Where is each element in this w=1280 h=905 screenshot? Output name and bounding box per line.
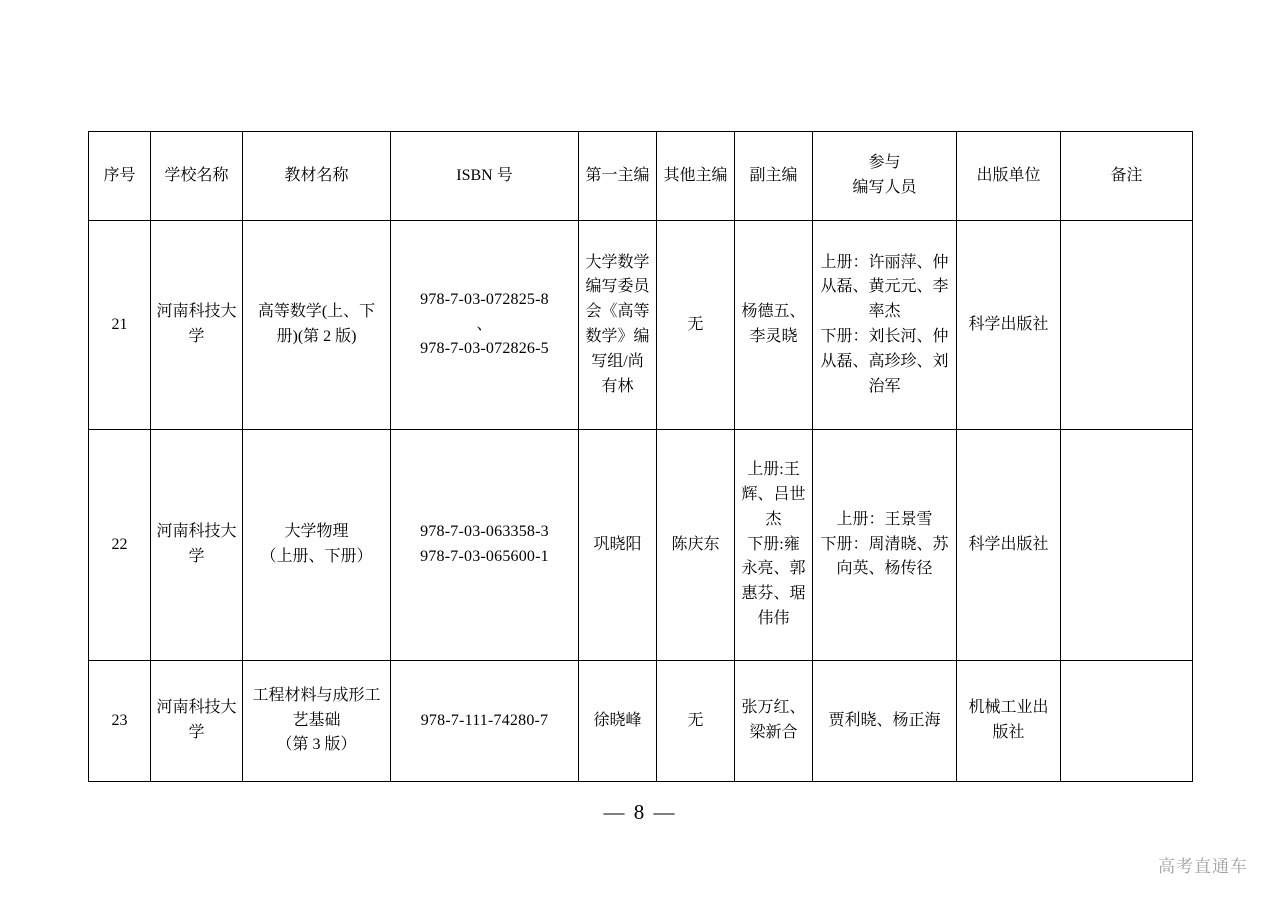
cell-other-editor: 无 (657, 661, 735, 782)
table-row (89, 221, 1193, 430)
cell-first-editor: 大学数学编写委员会《高等数学》编写组/尚有林 (579, 221, 657, 430)
cell-note (1061, 430, 1193, 661)
cell-vice-editor: 杨德五、李灵晓 (735, 221, 813, 430)
header-isbn: ISBN 号 (391, 132, 579, 221)
table-header (89, 132, 1193, 221)
header-participants (813, 132, 957, 221)
textbook-table (88, 131, 1193, 782)
header-press: 出版单位 (957, 132, 1061, 221)
participants-line-1: 上册：许丽萍、仲从磊、黄元元、李率杰 (820, 253, 949, 321)
cell-book: 高等数学(上、下册)(第 2 版) (243, 221, 391, 430)
cell-book (243, 661, 391, 782)
cell-school: 河南科技大学 (151, 221, 243, 430)
header-first-editor: 第一主编 (579, 132, 657, 221)
isbn-line-3: 978-7-03-072826-5 (420, 340, 549, 358)
cell-vice-editor (735, 430, 813, 661)
participants-line-2: 下册：周清晓、苏向英、杨传径 (820, 535, 949, 578)
book-line-1: 大学物理 (284, 523, 349, 541)
cell-isbn (391, 221, 579, 430)
page-number: — 8 — (603, 800, 677, 824)
cell-press: 科学出版社 (957, 221, 1061, 430)
cell-participants: 贾利晓、杨正海 (813, 661, 957, 782)
cell-isbn (391, 430, 579, 661)
participants-line-2: 下册：刘长河、仲从磊、高珍珍、刘治军 (820, 328, 949, 395)
cell-school: 河南科技大学 (151, 430, 243, 661)
cell-first-editor: 巩晓阳 (579, 430, 657, 661)
header-book: 教材名称 (243, 132, 391, 221)
table-body (89, 221, 1193, 782)
cell-vice-editor: 张万红、梁新合 (735, 661, 813, 782)
header-seq: 序号 (89, 132, 151, 221)
cell-first-editor: 徐晓峰 (579, 661, 657, 782)
watermark: 高考直通车 (1158, 857, 1248, 876)
participants-line-1: 上册：王景雪 (836, 510, 933, 528)
header-vice-editor: 副主编 (735, 132, 813, 221)
book-line-2: （第 3 版） (276, 736, 357, 754)
header-participants-line1: 参与 (868, 154, 901, 172)
isbn-line-2: 、 (476, 315, 493, 333)
cell-note (1061, 221, 1193, 430)
cell-seq: 22 (89, 430, 151, 661)
header-other-editor: 其他主编 (657, 132, 735, 221)
book-line-1: 工程材料与成形工艺基础 (252, 686, 381, 729)
table-row (89, 430, 1193, 661)
header-note: 备注 (1061, 132, 1193, 221)
vice-editor-line-2: 下册:雍永亮、郭惠芬、琚伟伟 (741, 535, 806, 627)
isbn-line-1: 978-7-03-063358-3 (420, 523, 549, 541)
cell-seq: 23 (89, 661, 151, 782)
cell-participants (813, 221, 957, 430)
cell-participants (813, 430, 957, 661)
book-line-2: （上册、下册） (260, 548, 373, 565)
header-participants-line2: 编写人员 (852, 179, 917, 196)
cell-note (1061, 661, 1193, 782)
cell-press: 机械工业出版社 (957, 661, 1061, 782)
cell-other-editor: 无 (657, 221, 735, 430)
vice-editor-line-1: 上册:王辉、吕世杰 (741, 461, 806, 528)
cell-seq: 21 (89, 221, 151, 430)
header-school: 学校名称 (151, 132, 243, 221)
cell-press: 科学出版社 (957, 430, 1061, 661)
cell-other-editor: 陈庆东 (657, 430, 735, 661)
cell-school: 河南科技大学 (151, 661, 243, 782)
cell-book (243, 430, 391, 661)
isbn-line-1: 978-7-03-072825-8 (420, 290, 549, 308)
cell-isbn: 978-7-111-74280-7 (391, 661, 579, 782)
isbn-line-2: 978-7-03-065600-1 (420, 548, 549, 565)
table-row (89, 661, 1193, 782)
table-header-row (89, 132, 1193, 221)
